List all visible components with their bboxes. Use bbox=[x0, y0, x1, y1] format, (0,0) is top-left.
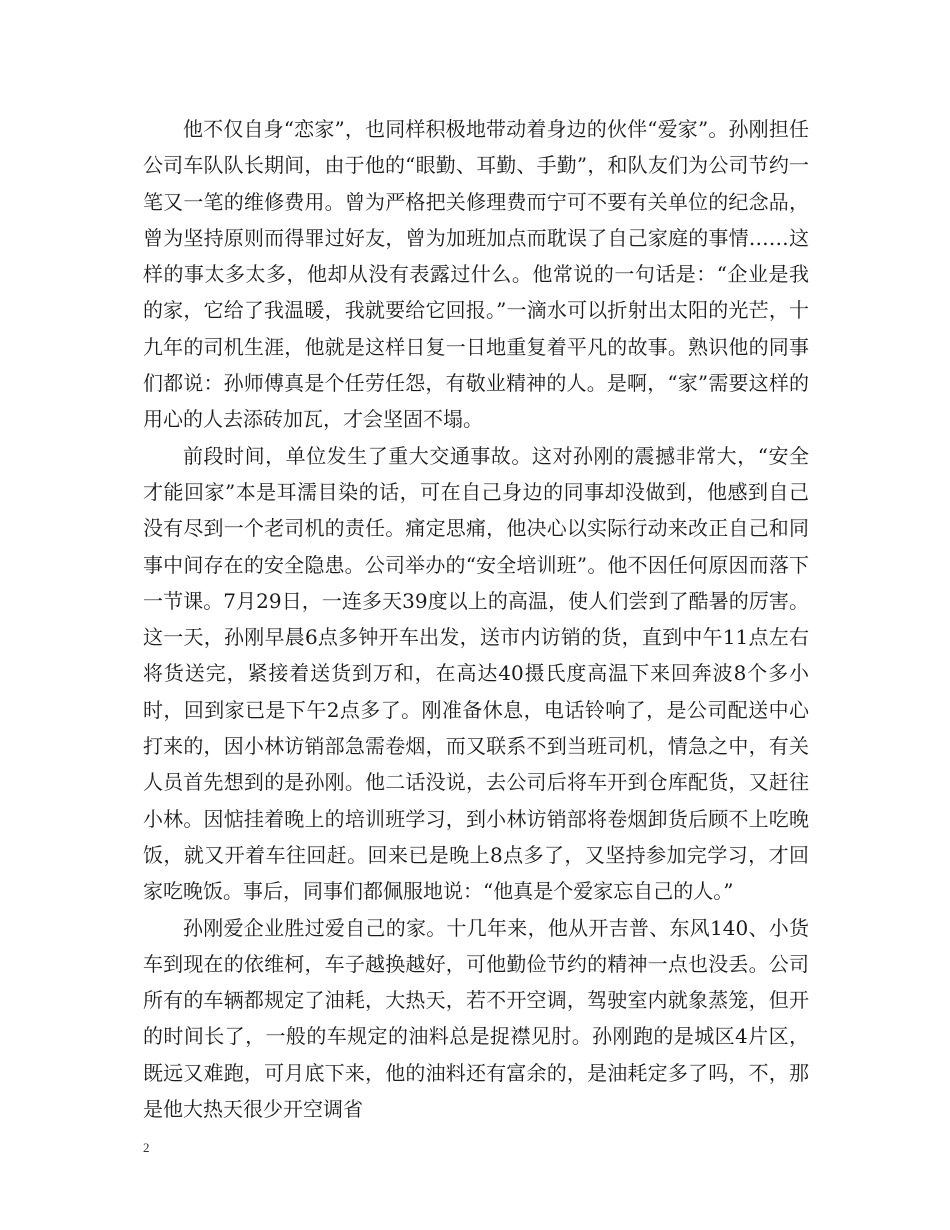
body-text bbox=[143, 111, 809, 1127]
page-number: 2 bbox=[143, 1140, 150, 1155]
paragraph-2: 前段时间，单位发生了重大交通事故。这对孙刚的震撼非常大，“安全才能回家”本是耳濡目染的话，可在自己身边的同事却没做到，他感到自己没有尽到一个老司机的责任。痛定思痛，他决心以实际行动来改正自己和同事中间存在的安全隐患。公司举办的“安全培训班”。他不因任何原因而落下一节课。7月29日，一连多天39度以上的高温，使人们尝到了酷暑的厉害。这一天，孙刚早晨6点多钟开车出发，送市内访销的货，直到中午11点左右将货送完，紧接着送货到万和，在高达40摄氏度高温下来回奔波8个多小时，回到家已是下午2点多了。刚准备休息，电话铃响了，是公司配送中心打来的，因小林访销部急需卷烟，而又联系不到当班司机，情急之中，有关人员首先想到的是孙刚。他二话没说，去公司后将车开到仓库配货，又赶往小林。因惦挂着晚上的培训班学习，到小林访销部将卷烟卸货后顾不上吃晚饭，就又开着车往回赶。回来已是晚上8点多了，又坚持参加完学习，才回家吃晚饭。事后，同事们都佩服地说：“他真是个爱家忘自己的人。” bbox=[143, 443, 809, 904]
paragraph-1: 他不仅自身“恋家”，也同样积极地带动着身边的伙伴“爱家”。孙刚担任公司车队队长期间，由于他的“眼勤、耳勤、手勤”，和队友们为公司节约一笔又一笔的维修费用。曾为严格把关修理费而宁可不要有关单位的纪念品，曾为坚持原则而得罪过好友，曾为加班加点而耽误了自己家庭的事情……这样的事太多太多，他却从没有表露过什么。他常说的一句话是：“企业是我的家，它给了我温暖，我就要给它回报。”一滴水可以折射出太阳的光芒，十九年的司机生涯，他就是这样日复一日地重复着平凡的故事。熟识他的同事们都说：孙师傅真是个任劳任怨，有敬业精神的人。是啊，“家”需要这样的用心的人去添砖加瓦，才会坚固不塌。 bbox=[143, 117, 809, 432]
paragraph-3: 孙刚爱企业胜过爱自己的家。十几年来，他从开吉普、东风140、小货车到现在的依维柯，车子越换越好，可他勤俭节约的精神一点也没丢。公司所有的车辆都规定了油耗，大热天，若不开空调，驾驶室内就象蒸笼，但开的时间长了，一般的车规定的油料总是捉襟见肘。孙刚跑的是城区4片区，既远又难跑，可月底下来，他的油料还有富余的，是油耗定多了吗，不，那是他大热天很少开空调省 bbox=[143, 915, 809, 1122]
